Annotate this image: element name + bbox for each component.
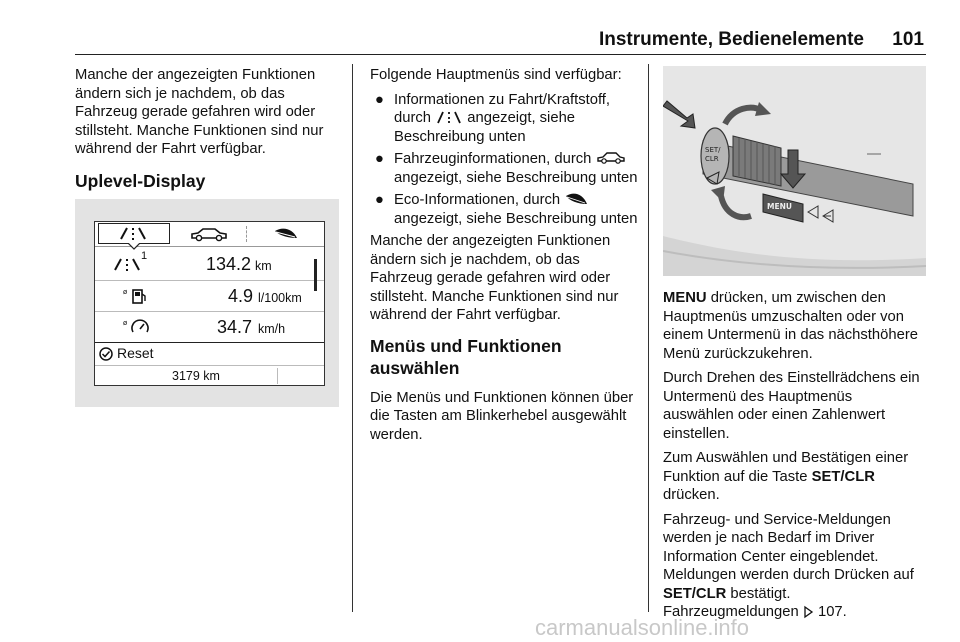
functions-paragraph: Manche der angezeigten Funktionen ändern sich je nachdem, ob das Fahrzeug gerade gefahren wird oder stillsteht. Manche Funktionen sind nur während der Fahrt verfügbar.: [370, 233, 619, 323]
intro-paragraph: Manche der angezeigten Funktionen ändern sich je nachdem, ob das Fahrzeug gerade gefahren wird oder stillsteht. Manche Funktionen sind nur während der Fahrt verfügbar.: [75, 67, 324, 157]
menu-paragraph-text: drücken, um zwischen den Hauptmenüs umzuschalten oder von einem Untermenü in das nächsthöhere Menü zurückzukehren.: [663, 290, 918, 362]
section-title: Instrumente, Bedienelemente: [598, 29, 864, 50]
trip-fuel-icon: [99, 224, 169, 243]
column-2: [370, 66, 638, 450]
bullet-text-pre: Fahrzeuginformationen, durch: [394, 151, 592, 167]
setclr-paragraph: [663, 449, 926, 505]
check-circle-icon: [99, 347, 113, 361]
tab-vehicle-info: [174, 223, 244, 245]
svg-text:ø: ø: [123, 288, 128, 296]
page-header: [75, 26, 926, 55]
fuel-consumption-row: [95, 280, 324, 311]
car-icon: [174, 223, 244, 245]
svg-text:ø: ø: [123, 319, 128, 327]
uplevel-heading: Uplevel-Display: [75, 170, 206, 191]
eco-leaf-icon: [249, 223, 322, 245]
bullet-text-pre: Eco-Informationen, durch: [394, 192, 561, 208]
messages-text-mid: bestätigt. Fahrzeugmeldungen: [663, 585, 803, 620]
turn-signal-lever-illustration: [663, 66, 926, 276]
tab-trip-fuel: [98, 223, 170, 244]
menus-heading: Menüs und Funktionen auswählen: [370, 335, 562, 378]
messages-text-pre: Fahrzeug- und Service-Meldungen werden je nach Bedarf im Driver Information Center eingeblendet. Meldungen werden durch Drücken auf: [663, 511, 914, 583]
trip-fuel-icon: [435, 109, 463, 125]
trip-distance-unit: km: [255, 259, 272, 273]
bullet: ●: [375, 192, 384, 208]
messages-paragraph: [663, 511, 926, 622]
tab-eco: [249, 223, 322, 245]
tab-separator: [246, 226, 247, 242]
fuel-consumption-unit: l/100km: [258, 291, 302, 305]
odometer-row: [95, 365, 324, 386]
menu-button-label: MENU: [767, 202, 792, 211]
display-scrollbar: [314, 259, 317, 291]
avg-speed-gauge-icon: [123, 317, 163, 337]
page-reference-arrow-icon: [803, 605, 814, 619]
thumbwheel-paragraph: Durch Drehen des Einstellrädchens ein Untermenü des Hauptmenüs auswählen oder einen Zahlenwert einstellen.: [663, 370, 920, 442]
column-1: [75, 66, 343, 192]
setclr-label-line2: CLR: [705, 155, 719, 163]
odometer-separator: [277, 368, 278, 384]
trip-distance-row: [95, 249, 324, 279]
reset-row: [95, 342, 324, 365]
main-menus-intro: Folgende Hauptmenüs sind verfügbar:: [370, 67, 622, 83]
setclr-keyword: SET/CLR: [811, 468, 875, 485]
setclr-keyword: SET/CLR: [663, 585, 727, 602]
page-number: 101: [892, 29, 924, 50]
setclr-text-pre: Zum Auswählen und Bestätigen einer Funktion auf die Taste: [663, 450, 909, 485]
bullet-text-post: angezeigt, siehe Beschreibung unten: [394, 169, 638, 186]
uplevel-display-illustration: [75, 199, 339, 407]
setclr-text-post: drücken.: [663, 487, 720, 503]
bullet: ●: [375, 151, 384, 167]
main-menu-list: [370, 91, 638, 229]
display-screen: [94, 221, 325, 386]
avg-speed-unit: km/h: [258, 322, 286, 336]
menu-tabs: [95, 222, 324, 247]
bullet-text-post: angezeigt, siehe Beschreibung unten: [394, 210, 638, 227]
avg-speed-value: 34.7: [217, 317, 253, 337]
bullet-text-post: angezeigt, siehe Beschreibung unten: [394, 110, 576, 145]
car-icon: [596, 150, 626, 166]
avg-speed-row: [95, 311, 324, 342]
buttons-paragraph: Die Menüs und Funktionen können über die Tasten am Blinkerhebel ausgewählt werden.: [370, 389, 634, 443]
menu-button-paragraph: [663, 289, 926, 363]
page-reference[interactable]: 107.: [817, 604, 847, 620]
bullet-text-pre: Informationen zu Fahrt/Kraftstoff, durch: [394, 91, 611, 126]
lever-drawing: [663, 66, 926, 276]
column-3: [663, 289, 926, 628]
column-divider-right: [648, 64, 649, 612]
avg-fuel-pump-icon: [123, 286, 163, 306]
list-item-trip-fuel: [370, 91, 638, 147]
column-divider-left: [352, 64, 353, 612]
bullet: ●: [375, 91, 384, 108]
menu-keyword: MENU: [663, 290, 707, 306]
odometer-value: 3179 km: [172, 369, 220, 383]
trip-superscript: 1: [141, 250, 148, 262]
setclr-label-line1: SET/: [705, 146, 721, 154]
watermark: carmanualsonline.info: [535, 615, 750, 640]
list-item-vehicle-info: [370, 150, 638, 187]
list-item-eco: [370, 191, 638, 228]
fuel-consumption-value: 4.9: [228, 286, 254, 306]
eco-leaf-icon: [564, 191, 590, 207]
trip-distance-value: 134.2: [206, 254, 252, 274]
reset-label: Reset: [117, 345, 154, 361]
